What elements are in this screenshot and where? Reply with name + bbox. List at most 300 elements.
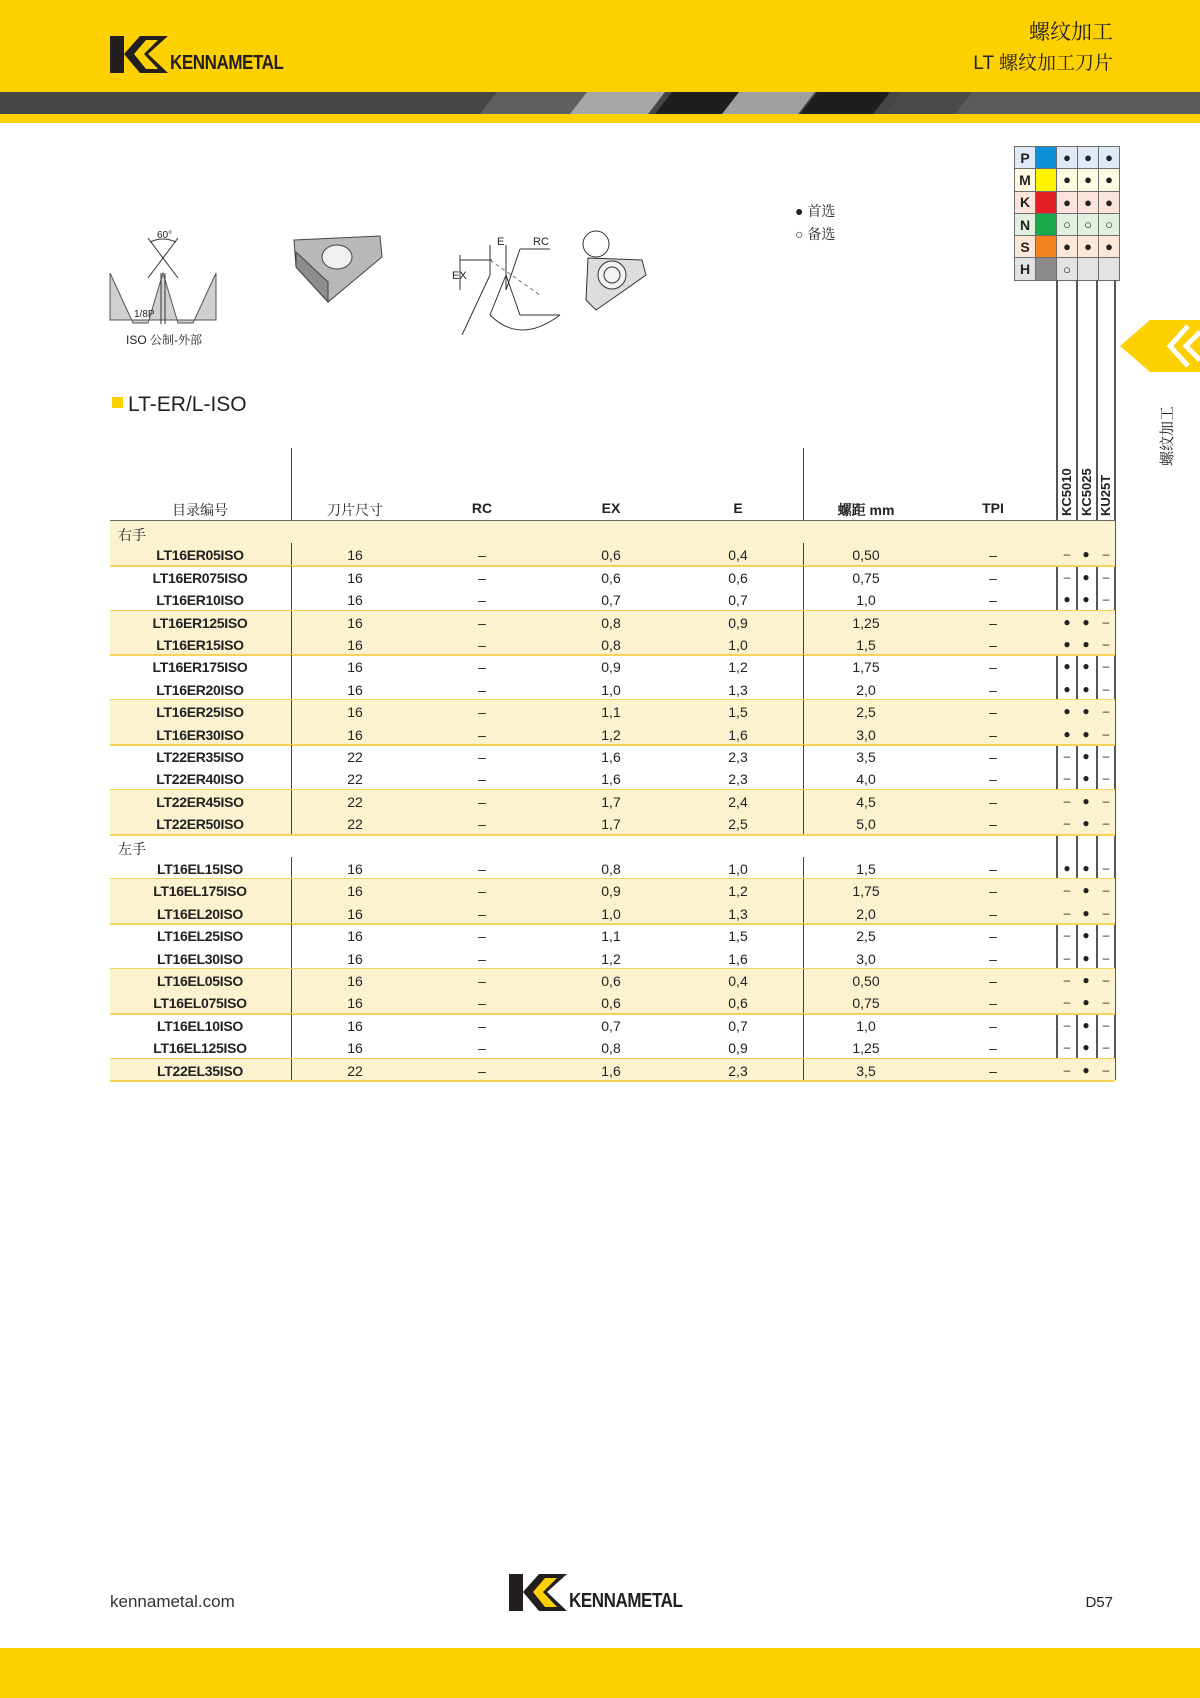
cell-pitch: 0,75	[852, 995, 880, 1012]
table-row	[110, 745, 1115, 767]
cell-tpi: –	[989, 905, 997, 922]
footer-band	[0, 1648, 1200, 1698]
cell-size: 16	[347, 861, 363, 877]
cell-model: LT16ER10ISO	[156, 592, 244, 609]
column-divider	[291, 678, 292, 700]
cell-size: 16	[347, 547, 363, 564]
material-grade-mark: ●	[1099, 147, 1120, 169]
table-row	[110, 543, 1115, 565]
cell-grade-kc5025: ●	[1082, 816, 1090, 831]
cell-grade-ku25t: –	[1102, 569, 1110, 584]
cell-ex: 1,0	[601, 681, 621, 698]
column-divider	[291, 588, 292, 610]
cell-pitch: 1,25	[852, 614, 880, 631]
material-grade-mark	[1099, 258, 1120, 280]
cell-size: 22	[347, 1062, 363, 1079]
cell-tpi: –	[989, 883, 997, 900]
column-divider	[803, 924, 804, 946]
cell-pitch: 0,50	[852, 973, 880, 989]
cell-grade-kc5010: –	[1063, 1062, 1071, 1077]
cell-ex: 1,1	[601, 704, 621, 721]
cell-grade-ku25t: –	[1102, 950, 1110, 965]
cell-model: LT16EL125ISO	[153, 1040, 247, 1057]
cell-ex: 1,7	[601, 816, 621, 833]
cell-grade-kc5025: ●	[1082, 995, 1090, 1010]
cell-rc: –	[478, 547, 486, 564]
cell-pitch: 1,0	[856, 592, 876, 609]
material-code: K	[1015, 191, 1036, 213]
cell-grade-kc5010: ●	[1063, 659, 1071, 674]
cell-size: 16	[347, 883, 363, 900]
cell-grade-kc5025: ●	[1082, 659, 1090, 674]
cell-ex: 0,6	[601, 995, 621, 1012]
material-code: S	[1015, 236, 1036, 258]
cell-grade-kc5025: ●	[1082, 950, 1090, 965]
column-divider	[291, 991, 292, 1013]
column-divider	[803, 448, 804, 521]
column-divider	[291, 924, 292, 946]
column-divider	[803, 969, 804, 991]
cell-grade-kc5025: ●	[1082, 547, 1090, 562]
cell-grade-ku25t: –	[1102, 1040, 1110, 1055]
cell-tpi: –	[989, 659, 997, 676]
cell-grade-kc5010: –	[1063, 973, 1071, 987]
table-row	[110, 812, 1115, 834]
cell-rc: –	[478, 905, 486, 922]
cell-rc: –	[478, 771, 486, 788]
column-divider	[291, 723, 292, 745]
footer-brand-name: KENNAMETAL	[569, 1590, 683, 1612]
table-row	[110, 991, 1115, 1013]
cell-e: 2,4	[728, 793, 748, 810]
cell-tpi: –	[989, 1040, 997, 1057]
header-band-bottom	[0, 114, 1200, 123]
cell-grade-ku25t: –	[1102, 771, 1110, 786]
cell-pitch: 0,50	[852, 547, 880, 564]
cell-grade-kc5025: ●	[1082, 771, 1090, 786]
cell-pitch: 2,0	[856, 681, 876, 698]
cell-model: LT16EL20ISO	[157, 905, 243, 922]
column-divider	[291, 611, 292, 633]
cell-grade-kc5025: ●	[1082, 1062, 1090, 1077]
cell-grade-kc5010: ●	[1063, 637, 1071, 651]
material-color-swatch	[1036, 213, 1057, 235]
cell-e: 1,6	[728, 950, 748, 967]
legend-alternative: ○ 备选	[795, 226, 836, 242]
column-divider	[291, 700, 292, 722]
kennametal-logo	[110, 36, 304, 73]
cell-ex: 1,2	[601, 726, 621, 743]
cell-ex: 0,7	[601, 1017, 621, 1034]
cell-grade-ku25t: –	[1102, 816, 1110, 831]
cell-model: LT16ER075ISO	[152, 569, 248, 586]
column-divider	[803, 947, 804, 969]
material-grade-mark: ●	[1057, 191, 1078, 213]
cell-model: LT22ER35ISO	[156, 749, 244, 765]
cell-tpi: –	[989, 637, 997, 653]
cell-grade-kc5025: ●	[1082, 681, 1090, 696]
cell-ex: 0,8	[601, 614, 621, 631]
cell-grade-kc5025: ●	[1082, 569, 1090, 584]
cell-model: LT16EL075ISO	[153, 995, 247, 1012]
cell-grade-kc5025: ●	[1082, 973, 1090, 987]
cell-tpi: –	[989, 614, 997, 631]
cell-tpi: –	[989, 1062, 997, 1079]
column-divider	[803, 1014, 804, 1036]
cell-grade-kc5010: –	[1063, 793, 1071, 808]
material-grade-mark: ○	[1078, 213, 1099, 235]
cell-grade-ku25t: –	[1102, 659, 1110, 674]
cell-ex: 0,8	[601, 637, 621, 653]
material-color-swatch	[1036, 147, 1057, 169]
column-divider	[803, 655, 804, 677]
cell-grade-kc5025: ●	[1082, 637, 1090, 651]
section-title: LT-ER/L-ISO	[128, 393, 247, 416]
cell-model: LT16EL175ISO	[153, 883, 247, 900]
cell-tpi: –	[989, 816, 997, 833]
table-row	[110, 947, 1115, 969]
cell-grade-ku25t: –	[1102, 547, 1110, 562]
cell-e: 2,5	[728, 816, 748, 833]
cell-model: LT22EL35ISO	[157, 1062, 243, 1079]
cell-grade-kc5025: ●	[1082, 749, 1090, 763]
angle-label: 60°	[157, 230, 173, 241]
cell-pitch: 4,5	[856, 793, 876, 810]
column-divider	[803, 902, 804, 924]
cell-size: 16	[347, 569, 363, 586]
cell-pitch: 2,5	[856, 928, 876, 945]
column-divider	[803, 678, 804, 700]
cell-tpi: –	[989, 704, 997, 721]
cell-grade-kc5025: ●	[1082, 861, 1090, 875]
cell-grade-ku25t: –	[1102, 995, 1110, 1010]
cell-size: 16	[347, 614, 363, 631]
cell-rc: –	[478, 704, 486, 721]
cell-model: LT16ER125ISO	[152, 614, 248, 631]
cell-model: LT16ER05ISO	[156, 547, 244, 564]
column-divider	[803, 1036, 804, 1058]
column-divider	[291, 448, 292, 521]
header-e: E	[733, 500, 743, 516]
group-separator	[110, 1080, 1115, 1082]
cell-e: 2,3	[728, 749, 748, 765]
cell-e: 2,3	[728, 1062, 748, 1079]
cell-ex: 1,6	[601, 771, 621, 788]
table-row	[110, 857, 1115, 879]
column-divider	[291, 543, 292, 565]
material-row-m	[1015, 169, 1120, 191]
iso-thread-profile-diagram	[108, 228, 223, 333]
cell-rc: –	[478, 1062, 486, 1079]
cell-grade-kc5010: –	[1063, 771, 1071, 786]
cell-ex: 0,8	[601, 1040, 621, 1057]
cell-grade-kc5010: –	[1063, 995, 1071, 1010]
cell-pitch: 1,0	[856, 1017, 876, 1034]
column-divider	[291, 655, 292, 677]
cell-pitch: 1,5	[856, 637, 876, 653]
table-row	[110, 790, 1115, 812]
cell-pitch: 1,25	[852, 1040, 880, 1057]
cell-grade-kc5025: ●	[1082, 592, 1090, 607]
material-suitability-grid	[1014, 146, 1120, 281]
cell-model: LT22ER50ISO	[156, 816, 244, 833]
cell-e: 0,9	[728, 614, 748, 631]
footer-website[interactable]: kennametal.com	[110, 1592, 235, 1611]
cell-pitch: 2,0	[856, 905, 876, 922]
header-rc: RC	[471, 500, 493, 516]
cell-grade-kc5010: ●	[1063, 861, 1071, 875]
e-label: E	[497, 236, 505, 248]
table-row	[110, 655, 1115, 677]
cell-grade-kc5010: ●	[1063, 726, 1071, 741]
cell-grade-ku25t: –	[1102, 928, 1110, 943]
material-color-swatch	[1036, 169, 1057, 191]
material-grade-mark: ●	[1057, 236, 1078, 258]
cell-grade-ku25t: –	[1102, 614, 1110, 629]
cell-rc: –	[478, 995, 486, 1012]
column-divider	[803, 1059, 804, 1081]
cell-rc: –	[478, 681, 486, 698]
cell-grade-kc5025: ●	[1082, 1040, 1090, 1055]
cell-e: 1,2	[728, 883, 748, 900]
cell-e: 0,6	[728, 569, 748, 586]
cell-grade-ku25t: –	[1102, 681, 1110, 696]
cell-model: LT16ER15ISO	[156, 637, 244, 653]
cell-grade-kc5010: ●	[1063, 704, 1071, 719]
cell-pitch: 1,5	[856, 861, 876, 877]
table-row	[110, 723, 1115, 745]
material-row-h	[1015, 258, 1120, 280]
cell-size: 22	[347, 816, 363, 833]
cell-grade-kc5025: ●	[1082, 614, 1090, 629]
cell-grade-kc5010: –	[1063, 816, 1071, 831]
column-divider	[291, 633, 292, 655]
cell-grade-kc5010: –	[1063, 928, 1071, 943]
material-color-swatch	[1036, 258, 1057, 280]
cell-tpi: –	[989, 569, 997, 586]
decorative-stripe	[0, 92, 1200, 114]
cell-grade-kc5010: –	[1063, 1017, 1071, 1032]
cell-pitch: 3,5	[856, 749, 876, 765]
cell-grade-kc5010: –	[1063, 950, 1071, 965]
cell-tpi: –	[989, 771, 997, 788]
header-grade-ku25t: KU25T	[1098, 474, 1113, 516]
cell-grade-ku25t: –	[1102, 973, 1110, 987]
cell-model: LT16ER30ISO	[156, 726, 244, 743]
side-tab-label: 螺纹加工	[1159, 405, 1176, 466]
cell-size: 22	[347, 749, 363, 765]
cell-grade-kc5010: –	[1063, 547, 1071, 562]
cell-ex: 1,1	[601, 928, 621, 945]
column-divider	[803, 857, 804, 879]
kennametal-k-icon	[509, 1574, 567, 1611]
side-tab-chevron	[1120, 320, 1200, 377]
cell-pitch: 5,0	[856, 816, 876, 833]
table-row	[110, 902, 1115, 924]
material-code: M	[1015, 169, 1036, 191]
cell-rc: –	[478, 1040, 486, 1057]
cell-size: 16	[347, 973, 363, 989]
cell-size: 16	[347, 637, 363, 653]
cell-rc: –	[478, 592, 486, 609]
cell-e: 1,3	[728, 905, 748, 922]
material-color-swatch	[1036, 191, 1057, 213]
cell-e: 1,5	[728, 928, 748, 945]
cell-e: 0,4	[728, 973, 748, 989]
table-row	[110, 1036, 1115, 1058]
cell-size: 16	[347, 1040, 363, 1057]
cell-model: LT16ER25ISO	[156, 704, 244, 721]
cell-rc: –	[478, 861, 486, 877]
table-row	[110, 700, 1115, 722]
cell-size: 16	[347, 659, 363, 676]
cell-e: 1,6	[728, 726, 748, 743]
cell-grade-kc5025: ●	[1082, 905, 1090, 920]
material-row-n	[1015, 213, 1120, 235]
cell-ex: 1,2	[601, 950, 621, 967]
ex-label: EX	[452, 270, 467, 282]
material-grade-mark: ○	[1057, 213, 1078, 235]
cell-grade-kc5025: ●	[1082, 1017, 1090, 1032]
cell-grade-ku25t: –	[1102, 861, 1110, 875]
cell-size: 16	[347, 995, 363, 1012]
header-model: 目录编号	[172, 502, 228, 518]
cell-rc: –	[478, 726, 486, 743]
column-divider	[291, 1059, 292, 1081]
material-code: N	[1015, 213, 1036, 235]
column-divider	[803, 812, 804, 834]
cell-grade-ku25t: –	[1102, 749, 1110, 763]
material-row-s	[1015, 236, 1120, 258]
cell-rc: –	[478, 816, 486, 833]
cell-pitch: 1,75	[852, 883, 880, 900]
cell-size: 22	[347, 771, 363, 788]
cell-pitch: 3,5	[856, 1062, 876, 1079]
cell-size: 16	[347, 681, 363, 698]
cell-ex: 0,6	[601, 569, 621, 586]
material-grade-mark: ●	[1078, 236, 1099, 258]
cell-pitch: 3,0	[856, 726, 876, 743]
cell-tpi: –	[989, 995, 997, 1012]
column-divider	[291, 1036, 292, 1058]
cell-tpi: –	[989, 973, 997, 989]
header-size: 刀片尺寸	[327, 502, 383, 518]
column-divider	[291, 902, 292, 924]
column-divider	[803, 991, 804, 1013]
cell-e: 1,3	[728, 681, 748, 698]
cell-size: 16	[347, 905, 363, 922]
cell-pitch: 3,0	[856, 950, 876, 967]
cell-grade-ku25t: –	[1102, 883, 1110, 898]
material-grade-mark: ●	[1078, 169, 1099, 191]
cell-tpi: –	[989, 928, 997, 945]
cell-grade-kc5010: ●	[1063, 614, 1071, 629]
cell-e: 2,3	[728, 771, 748, 788]
insert-dimension-diagram	[450, 235, 570, 340]
column-divider	[803, 633, 804, 655]
pitch-label: 1/8P	[134, 309, 155, 320]
cell-rc: –	[478, 569, 486, 586]
cell-ex: 0,7	[601, 592, 621, 609]
cell-grade-kc5025: ●	[1082, 883, 1090, 898]
header-grade-kc5025: KC5025	[1079, 468, 1094, 516]
material-grade-mark: ●	[1057, 169, 1078, 191]
cell-tpi: –	[989, 1017, 997, 1034]
cell-grade-ku25t: –	[1102, 793, 1110, 808]
cell-grade-ku25t: –	[1102, 1017, 1110, 1032]
table-row	[110, 1014, 1115, 1036]
brand-name: KENNAMETAL	[170, 52, 284, 74]
cell-grade-kc5010: –	[1063, 749, 1071, 763]
cell-grade-ku25t: –	[1102, 637, 1110, 651]
header-grade-kc5010: KC5010	[1059, 468, 1074, 516]
table-row	[110, 1059, 1115, 1081]
table-row	[110, 767, 1115, 789]
column-divider	[803, 543, 804, 565]
column-divider	[291, 879, 292, 901]
page-number: D57	[1085, 1594, 1113, 1611]
cell-tpi: –	[989, 726, 997, 743]
header-ex: EX	[601, 500, 621, 516]
column-divider	[291, 1014, 292, 1036]
cell-size: 16	[347, 704, 363, 721]
column-divider	[803, 767, 804, 789]
table-row	[110, 633, 1115, 655]
header-pitch: 螺距 mm	[837, 502, 895, 518]
cell-ex: 1,0	[601, 905, 621, 922]
cell-grade-ku25t: –	[1102, 726, 1110, 741]
cell-grade-kc5010: ●	[1063, 592, 1071, 607]
cell-grade-kc5025: ●	[1082, 793, 1090, 808]
table-row	[110, 566, 1115, 588]
cell-model: LT16EL05ISO	[157, 973, 243, 989]
table-row	[110, 879, 1115, 901]
material-grade-mark: ●	[1057, 147, 1078, 169]
material-grade-mark: ●	[1078, 191, 1099, 213]
material-row-p	[1015, 147, 1120, 169]
header-tpi: TPI	[982, 500, 1004, 516]
column-divider	[803, 790, 804, 812]
column-divider	[803, 611, 804, 633]
cell-model: LT16EL25ISO	[157, 928, 243, 945]
cell-tpi: –	[989, 749, 997, 765]
cell-e: 0,4	[728, 547, 748, 564]
cell-tpi: –	[989, 861, 997, 877]
cell-model: LT22ER40ISO	[156, 771, 244, 788]
material-grade-mark: ○	[1057, 258, 1078, 280]
section-bullet-icon	[112, 397, 123, 408]
cell-size: 16	[347, 726, 363, 743]
group-label: 右手	[118, 527, 146, 543]
cell-rc: –	[478, 659, 486, 676]
cell-size: 22	[347, 793, 363, 810]
cell-grade-kc5010: –	[1063, 569, 1071, 584]
cell-ex: 0,6	[601, 973, 621, 989]
material-code: H	[1015, 258, 1036, 280]
cell-model: LT16ER20ISO	[156, 681, 244, 698]
cell-pitch: 4,0	[856, 771, 876, 788]
column-divider	[803, 879, 804, 901]
column-divider	[291, 969, 292, 991]
cell-tpi: –	[989, 547, 997, 564]
column-divider	[291, 790, 292, 812]
cell-e: 0,9	[728, 1040, 748, 1057]
cell-rc: –	[478, 637, 486, 653]
cell-ex: 1,6	[601, 1062, 621, 1079]
cell-e: 1,2	[728, 659, 748, 676]
rc-label: RC	[533, 236, 549, 248]
cell-size: 16	[347, 1017, 363, 1034]
